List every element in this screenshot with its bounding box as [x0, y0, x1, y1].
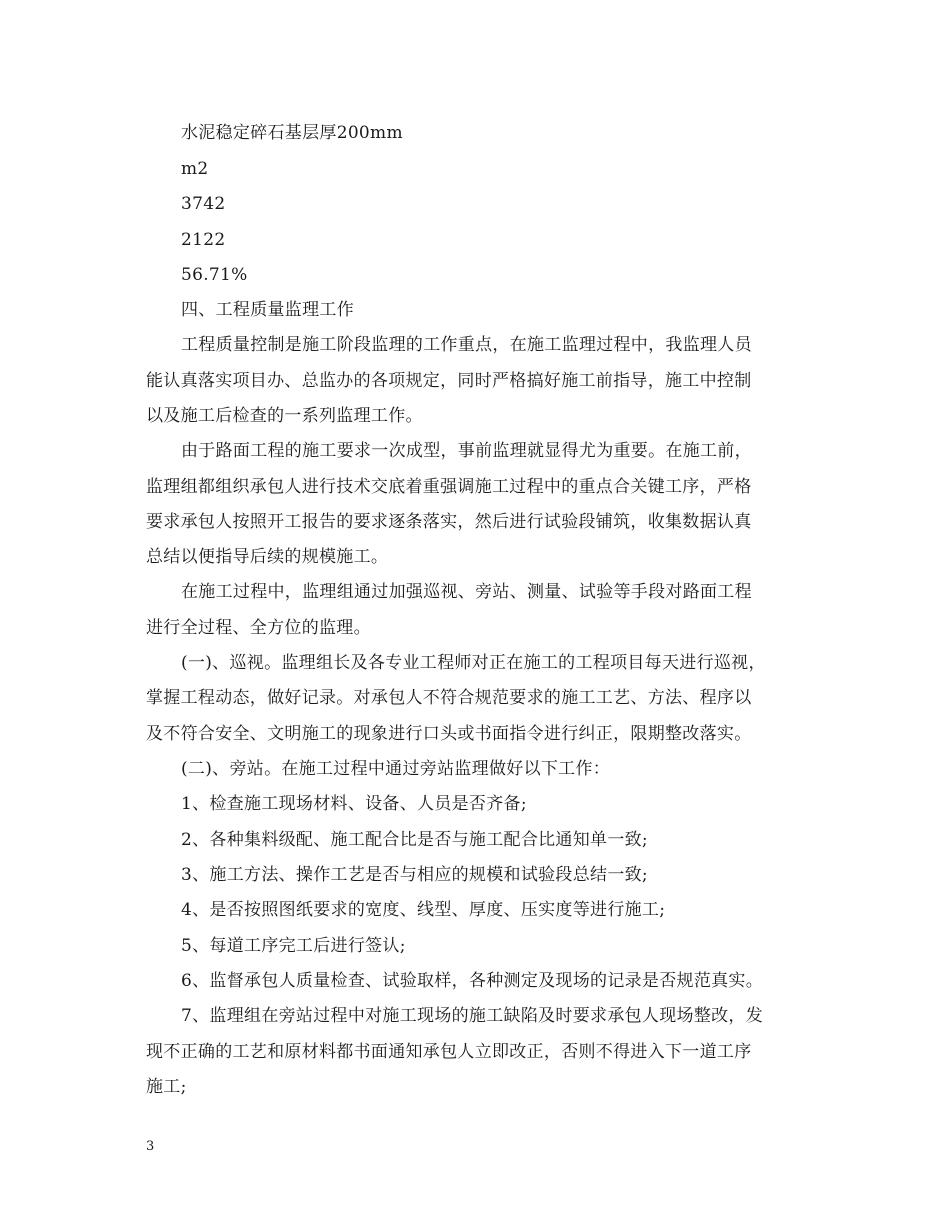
- table-item-completed: 2122: [181, 230, 226, 250]
- paragraph-line: 工程质量控制是施工阶段监理的工作重点，在施工监理过程中，我监理人员: [181, 335, 752, 355]
- page-number: 3: [146, 1139, 155, 1154]
- list-item-continuation: 现不正确的工艺和原材料都书面通知承包人立即改正，否则不得进入下一道工序: [146, 1042, 752, 1062]
- paragraph-line: 要求承包人按照开工报告的要求逐条落实，然后进行试验段铺筑，收集数据认真: [146, 512, 752, 532]
- paragraph-line: 及不符合安全、文明施工的现象进行口头或书面指令进行纠正，限期整改落实。: [146, 724, 752, 744]
- paragraph-line: 掌握工程动态，做好记录。对承包人不符合规范要求的施工工艺、方法、程序以: [146, 688, 752, 708]
- table-item-planned: 3742: [181, 194, 226, 214]
- paragraph-line: 由于路面工程的施工要求一次成型，事前监理就显得尤为重要。在施工前，: [181, 441, 752, 461]
- paragraph-line: 以及施工后检查的一系列监理工作。: [146, 406, 423, 426]
- paragraph-line: 总结以便指导后续的规模施工。: [146, 547, 389, 567]
- list-item: 1、检查施工现场材料、设备、人员是否齐备;: [181, 794, 527, 814]
- paragraph-line: 监理组都组织承包人进行技术交底着重强调施工过程中的重点合关键工序，严格: [146, 477, 752, 497]
- list-item: 5、每道工序完工后进行签认;: [181, 936, 406, 956]
- table-item-name: 水泥稳定碎石基层厚200mm: [181, 123, 403, 143]
- paragraph-line: 在施工过程中，监理组通过加强巡视、旁站、测量、试验等手段对路面工程: [181, 582, 752, 602]
- paragraph-line: (一)、巡视。监理组长及各专业工程师对正在施工的工程项目每天进行巡视，: [181, 653, 766, 673]
- table-item-unit: m2: [181, 159, 209, 179]
- list-item: 4、是否按照图纸要求的宽度、线型、厚度、压实度等进行施工;: [181, 900, 666, 920]
- list-item-continuation: 施工;: [146, 1077, 187, 1097]
- list-item: 7、监理组在旁站过程中对施工现场的施工缺陷及时要求承包人现场整改，发: [181, 1006, 764, 1026]
- paragraph-line: 进行全过程、全方位的监理。: [146, 618, 371, 638]
- list-item: 6、监督承包人质量检查、试验取样，各种测定及现场的记录是否规范真实。: [181, 971, 764, 991]
- section-heading: 四、工程质量监理工作: [181, 300, 354, 320]
- table-item-percent: 56.71%: [181, 265, 248, 285]
- paragraph-line: 能认真落实项目办、总监办的各项规定，同时严格搞好施工前指导，施工中控制: [146, 371, 752, 391]
- list-item: 2、各种集料级配、施工配合比是否与施工配合比通知单一致;: [181, 830, 648, 850]
- paragraph-line: (二)、旁站。在施工过程中通过旁站监理做好以下工作：: [181, 759, 611, 779]
- list-item: 3、施工方法、操作工艺是否与相应的规模和试验段总结一致;: [181, 865, 648, 885]
